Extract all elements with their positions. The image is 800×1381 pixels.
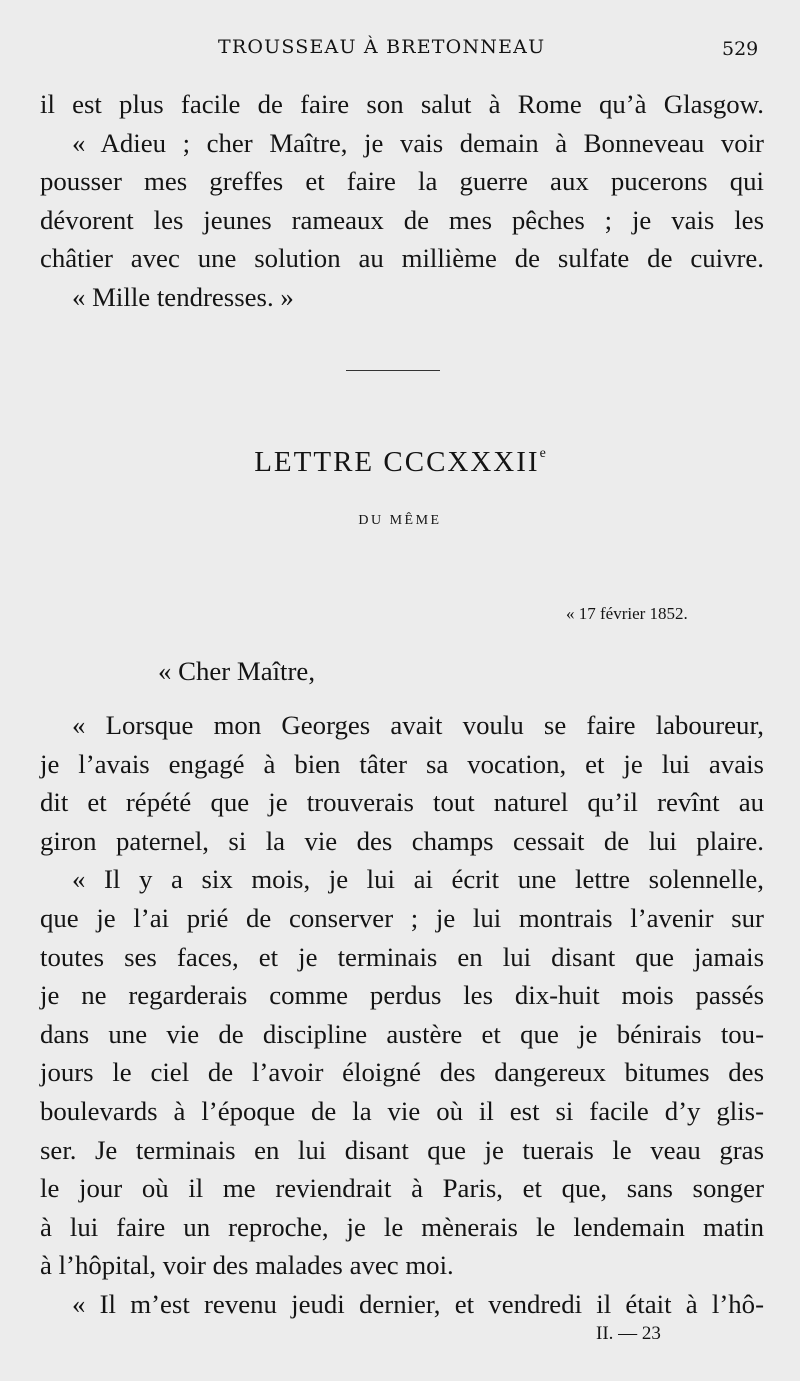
- page-number: 529: [722, 38, 759, 60]
- text-line: toutes ses faces, et je terminais en lui disant que jamais: [40, 941, 764, 972]
- letter-date: « 17 février 1852.: [566, 604, 688, 623]
- signature-mark: II. — 23: [596, 1323, 661, 1344]
- letter-subtitle: DU MÊME: [358, 513, 442, 528]
- text-line: dans une vie de discipline austère et que je bénirais tou-: [40, 1018, 764, 1049]
- text-line: je l’avais engagé à bien tâter sa vocation, et je lui avais: [40, 748, 764, 779]
- text-line: « Adieu ; cher Maître, je vais demain à Bonneveau voir: [72, 127, 764, 158]
- previous-letter-ending: [40, 85, 764, 317]
- letter-body: [40, 706, 764, 1324]
- text-line: « Il y a six mois, je lui ai écrit une lettre solennelle,: [72, 864, 764, 895]
- text-line: je ne regarderais comme perdus les dix-huit mois passés: [40, 980, 764, 1011]
- letter-title-suffix: e: [539, 446, 546, 461]
- text-line: « Lorsque mon Georges avait voulu se faire laboureur,: [72, 710, 764, 740]
- text-line: pousser mes greffes et faire la guerre aux pucerons qui: [40, 166, 764, 197]
- letter-title-text: LETTRE CCCXXXII: [254, 446, 540, 478]
- text-line: jours le ciel de l’avoir éloigné des dangereux bitumes des: [40, 1057, 764, 1088]
- text-line: dévorent les jeunes rameaux de mes pêches ; je vais les: [40, 204, 764, 235]
- running-title: TROUSSEAU À BRETONNEAU: [218, 36, 546, 58]
- text-line: il est plus facile de faire son salut à Rome qu’à Glasgow.: [40, 89, 764, 119]
- text-line: « Mille tendresses. »: [72, 281, 294, 312]
- text-line: « Il m’est revenu jeudi dernier, et vendredi il était à l’hô-: [72, 1288, 764, 1319]
- text-line: châtier avec une solution au millième de sulfate de cuivre.: [40, 243, 764, 274]
- text-line: le jour où il me reviendrait à Paris, et que, sans songer: [40, 1173, 764, 1204]
- text-line: à lui faire un reproche, je le mènerais le lendemain matin: [40, 1211, 764, 1242]
- section-divider: [346, 370, 440, 371]
- text-line: dit et répété que je trouverais tout naturel qu’il revînt au: [40, 787, 764, 818]
- text-line: giron paternel, si la vie des champs cessait de lui plaire.: [40, 825, 764, 856]
- text-line: que je l’ai prié de conserver ; je lui montrais l’avenir sur: [40, 902, 764, 933]
- letter-salutation: « Cher Maître,: [158, 656, 316, 686]
- letter-title: [0, 446, 800, 479]
- text-line: ser. Je terminais en lui disant que je tuerais le veau gras: [40, 1134, 764, 1165]
- text-line: à l’hôpital, voir des malades avec moi.: [40, 1250, 454, 1281]
- text-line: boulevards à l’époque de la vie où il est si facile d’y glis-: [40, 1095, 764, 1126]
